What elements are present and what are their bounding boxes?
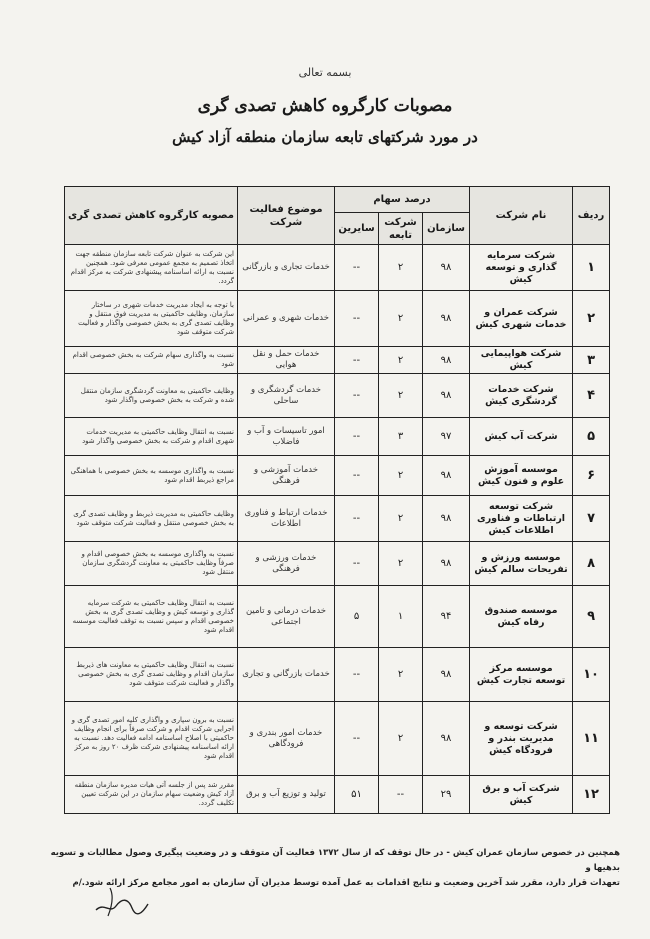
company-name: شرکت توسعه و مدیریت بندر و فرودگاه کیش [470,702,573,776]
row-number: ۱ [573,245,610,291]
share-others: ۵ [335,586,379,648]
share-org: ۹۷ [423,418,470,456]
table-row [65,374,610,418]
table-row [65,776,610,814]
row-number: ۲ [573,291,610,347]
company-name: شرکت آب و برق کیش [470,776,573,814]
share-org: ۲۹ [423,776,470,814]
share-others: -- [335,374,379,418]
col-row-no: ردیف [573,187,610,245]
share-others: -- [335,245,379,291]
committee-decision: نسبت به انتقال وظایف حاکمیتی به شرکت سرمایه گذاری و توسعه کیش و وظایف تصدی گری به بخش خصوصی اقدام و سپس نسبت به توقف فعالیت موسسه اقدام شود [65,586,238,648]
company-activity: خدمات تجاری و بازرگانی [238,245,335,291]
company-activity: خدمات امور بندری و فرودگاهی [238,702,335,776]
row-number: ۷ [573,496,610,542]
share-others: -- [335,702,379,776]
share-subsidiary: ۲ [379,702,423,776]
company-name: موسسه مرکز توسعه تجارت کیش [470,648,573,702]
share-subsidiary: ۲ [379,648,423,702]
share-org: ۹۸ [423,374,470,418]
col-subsidiary: شرکت تابعه [379,213,423,245]
row-number: ۵ [573,418,610,456]
col-org: سازمان [423,213,470,245]
table-row [65,245,610,291]
signature [92,880,152,920]
share-subsidiary: ۲ [379,291,423,347]
share-org: ۹۴ [423,586,470,648]
share-others: -- [335,456,379,496]
col-shares-group: درصد سهام [335,187,470,213]
document-subtitle: در مورد شرکتهای تابعه سازمان منطقه آزاد کیش [172,128,478,146]
footer-line-2: تعهدات قرار دارد، مقرر شد آخرین وضعیت و نتایج اقدامات به عمل آمده توسط مدیران آن سازمان به امور مجامع مرکز ارائه شود./م [72,878,620,888]
company-name: شرکت عمران و خدمات شهری کیش [470,291,573,347]
committee-decision: مقرر شد پس از جلسه آتی هیات مدیره سازمان منطقه آزاد کیش وضعیت سهام سازمان در این شرکت تعیین تکلیف گردد. [65,776,238,814]
basmala: بسمه تعالی [298,66,352,79]
row-number: ۱۱ [573,702,610,776]
company-name: موسسه صندوق رفاه کیش [470,586,573,648]
table-row [65,418,610,456]
row-number: ۶ [573,456,610,496]
footer-line-1: همچنین در خصوص سازمان عمران کیش - در حال توقف که از سال ۱۳۷۲ فعالیت آن متوقف و در وضعیت پیگیری وصول مطالبات و تسویه بدهیها و [50,848,620,873]
share-org: ۹۸ [423,291,470,347]
company-activity: خدمات حمل و نقل هوایی [238,347,335,374]
table-row [65,347,610,374]
committee-decision: وظایف حاکمیتی به معاونت گردشگری سازمان منتقل شده و شرکت به بخش خصوصی واگذار شود [65,374,238,418]
col-company: نام شرکت [470,187,573,245]
company-name: موسسه آموزش علوم و فنون کیش [470,456,573,496]
committee-decision: نسبت به واگذاری موسسه به بخش خصوصی اقدام و صرفاً وظایف حاکمیتی به معاونت گردشگری سازمان منتقل شود [65,542,238,586]
share-org: ۹۸ [423,347,470,374]
table-row [65,586,610,648]
table-row [65,291,610,347]
company-activity: خدمات ورزشی و فرهنگی [238,542,335,586]
share-subsidiary: ۳ [379,418,423,456]
share-subsidiary: ۲ [379,456,423,496]
company-activity: خدمات بازرگانی و تجاری [238,648,335,702]
share-org: ۹۸ [423,496,470,542]
table-row [65,648,610,702]
row-number: ۹ [573,586,610,648]
company-name: موسسه ورزش و تفریحات سالم کیش [470,542,573,586]
share-org: ۹۸ [423,702,470,776]
company-name: شرکت سرمایه گذاری و توسعه کیش [470,245,573,291]
table-row [65,542,610,586]
row-number: ۳ [573,347,610,374]
committee-decision: نسبت به واگذاری سهام شرکت به بخش خصوصی اقدام شود [65,347,238,374]
row-number: ۴ [573,374,610,418]
company-name: شرکت توسعه ارتباطات و فناوری اطلاعات کیش [470,496,573,542]
col-others: سایرین [335,213,379,245]
company-activity: خدمات آموزشی و فرهنگی [238,456,335,496]
company-activity: امور تاسیسات و آب و فاضلاب [238,418,335,456]
row-number: ۱۰ [573,648,610,702]
company-name: شرکت هواپیمایی کیش [470,347,573,374]
company-name: شرکت آب کیش [470,418,573,456]
share-others: -- [335,496,379,542]
committee-decision: نسبت به واگذاری موسسه به بخش خصوصی با هماهنگی مراجع ذیربط اقدام شود [65,456,238,496]
share-others: -- [335,418,379,456]
share-subsidiary: ۲ [379,542,423,586]
committee-decision: با توجه به ایجاد مدیریت خدمات شهری در ساختار سازمان، وظایف حاکمیتی به مدیریت فوق منتقل و وظایف تصدی گری به بخش خصوصی واگذار و فعالیت شرکت متوقف شود [65,291,238,347]
share-others: -- [335,291,379,347]
table-row [65,456,610,496]
share-subsidiary: ۲ [379,347,423,374]
col-activity: موضوع فعالیت شرکت [238,187,335,245]
share-subsidiary: ۲ [379,496,423,542]
col-decision: مصوبه کارگروه کاهش تصدی گری [65,187,238,245]
share-subsidiary: ۲ [379,374,423,418]
company-activity: تولید و توزیع آب و برق [238,776,335,814]
committee-decision: وظایف حاکمیتی به مدیریت ذیربط و وظایف تصدی گری به بخش خصوصی منتقل و فعالیت شرکت متوقف شود [65,496,238,542]
table-row [65,496,610,542]
committee-decision: این شرکت به عنوان شرکت تابعه سازمان منطقه جهت اتخاذ تصمیم به مجمع عمومی معرفی شود. همچنین نسبت به ارائه اساسنامه پیشنهادی شرکت به مرکز اقدام گردد. [65,245,238,291]
table-row [65,702,610,776]
share-subsidiary: ۲ [379,245,423,291]
companies-table [64,186,610,814]
company-name: شرکت خدمات گردشگری کیش [470,374,573,418]
share-subsidiary: ۱ [379,586,423,648]
share-others: -- [335,648,379,702]
share-org: ۹۸ [423,456,470,496]
company-activity: خدمات گردشگری و ساحلی [238,374,335,418]
share-others: -- [335,347,379,374]
share-others: -- [335,542,379,586]
committee-decision: نسبت به انتقال وظایف حاکمیتی به معاونت های ذیربط سازمان اقدام و وظایف تصدی گری به بخش خصوصی واگذار و فعالیت شرکت متوقف شود [65,648,238,702]
share-org: ۹۸ [423,542,470,586]
share-subsidiary: -- [379,776,423,814]
committee-decision: نسبت به برون سپاری و واگذاری کلیه امور تصدی گری و اجرایی شرکت اقدام و شرکت صرفاً برای انجام وظایف حاکمیتی با اصلاح اساسنامه ادامه فعالیت دهد. نسبت به ارائه اساسنامه پیشنهادی شرکت ظرف ۲۰ روز به مرکز اقدام شود [65,702,238,776]
share-org: ۹۸ [423,245,470,291]
company-activity: خدمات شهری و عمرانی [238,291,335,347]
committee-decision: نسبت به انتقال وظایف حاکمیتی به مدیریت خدمات شهری اقدام و شرکت به بخش خصوصی واگذار شود [65,418,238,456]
company-activity: خدمات ارتباط و فناوری اطلاعات [238,496,335,542]
share-others: ۵۱ [335,776,379,814]
row-number: ۸ [573,542,610,586]
document-title: مصوبات کارگروه کاهش تصدی گری [197,96,453,116]
row-number: ۱۲ [573,776,610,814]
share-org: ۹۸ [423,648,470,702]
company-activity: خدمات درمانی و تامین اجتماعی [238,586,335,648]
